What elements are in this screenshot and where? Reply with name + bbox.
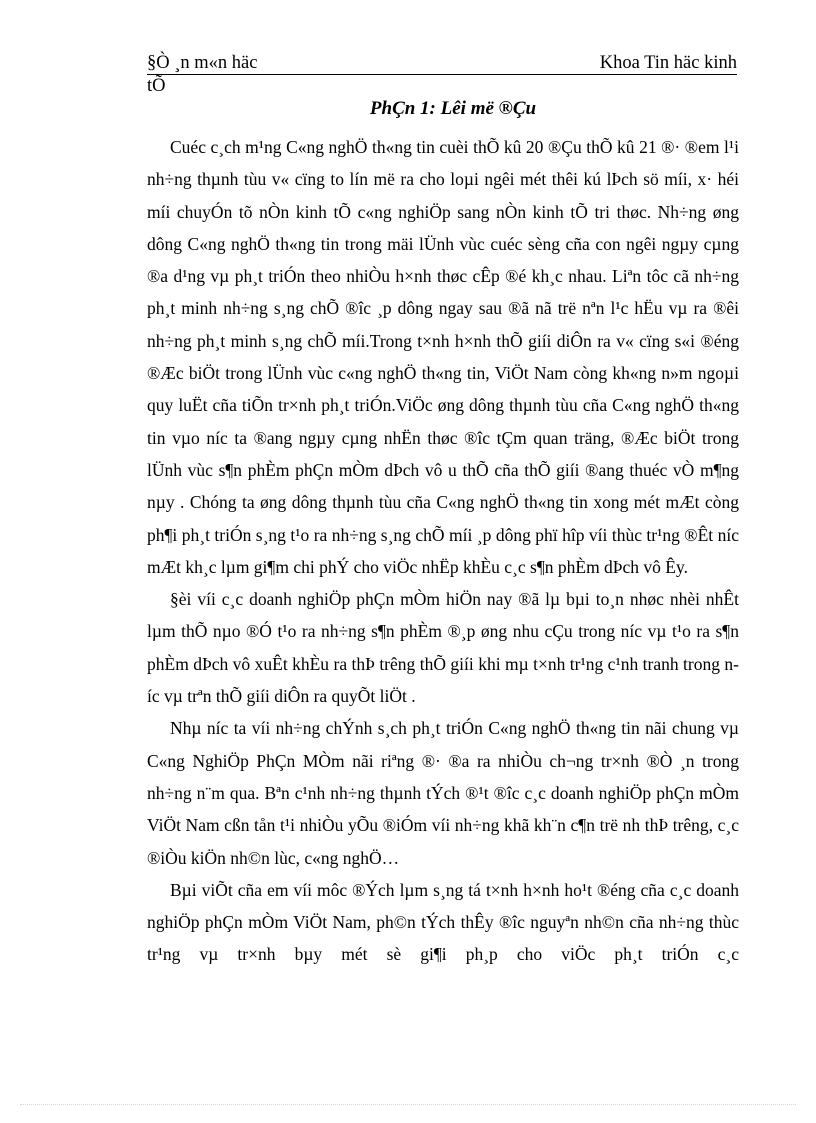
paragraph-1: Cuéc c¸ch m¹ng C«ng nghÖ th«ng tin cuèi thÕ kû 20 ®Çu thÕ kû 21 ®· ®em l¹i nh÷ng thµnh tùu v« cïng to lín më ra cho loµi ngêi mét thêi kú lÞch sö míi, x· héi míi chuyÓn tõ nÒn kinh tÕ c«ng nghiÖp sang nÒn kinh tÕ tri thøc. Nh÷ng øng dông C«ng nghÖ th«ng tin trong mäi lÜnh vùc cuéc sèng cña con ngêi ngµy cµng ®a d¹ng vµ ph¸t triÓn theo nhiÒu h×nh thøc cÊp ®é kh¸c nhau. Liªn tôc cã nh÷ng ph¸t minh nh÷ng s¸ng chÕ ®îc ¸p dông ngay sau ®ã nã trë nªn l¹c hËu vµ ra ®êi nh÷ng ph¸t minh s¸ng chÕ míi.Trong t×nh h×nh thÕ giíi diÔn ra v« cïng s«i ®éng ®Æc biÖt trong lÜnh vùc c«ng nghÖ th«ng tin, ViÖt Nam còng kh«ng n»m ngoµi quy luËt cña tiÕn tr×nh ph¸t triÓn.ViÖc øng dông thµnh tùu cña C«ng nghÖ th«ng tin vµo níc ta ®ang ngµy cµng nhËn thøc ®îc tÇm quan träng, ®Æc biÖt trong lÜnh vùc s¶n phÈm phÇn mÒm dÞch vô u thÕ cña thÕ giíi ®ang thuéc vÒ m¶ng nµy . Chóng ta øng dông thµnh tùu cña C«ng nghÖ th«ng tin xong mét mÆt còng ph¶i ph¸t triÓn s¸ng t¹o ra nh÷ng s¸ng chÕ míi ¸p dông phï hîp víi thùc tr¹ng ®Êt níc mÆt kh¸c lµm gi¶m chi phÝ cho viÖc nhËp khÈu c¸c s¶n phÈm dÞch vô Êy. (147, 137, 739, 577)
paragraph-3: Nhµ níc ta víi nh÷ng chÝnh s¸ch ph¸t triÓn C«ng nghÖ th«ng tin nãi chung vµ C«ng NghiÖp PhÇn MÒm nãi riªng ®· ®a ra nhiÒu ch¬ng tr×nh ®Ò ¸n trong nh÷ng n¨m qua. Bªn c¹nh nh÷ng thµnh tÝch ®¹t ®îc c¸c doanh nghiÖp phÇn mÒm ViÖt Nam cßn tån t¹i nhiÒu yÕu ®iÓm víi nh÷ng khã kh¨n c¶n trë nh thÞ trêng, c¸c ®iÒu kiÖn nh©n lùc, c«ng nghÖ… (147, 718, 739, 868)
section-title: PhÇn 1: Lêi më ®Çu (369, 98, 537, 119)
page-header (147, 52, 737, 75)
header-course-label: §Ò ¸n m«n häc (147, 53, 258, 73)
paragraph-2: §èi víi c¸c doanh nghiÖp phÇn mÒm hiÖn nay ®ã lµ bµi to¸n nhøc nhèi nhÊt lµm thÕ nµo ®Ó t¹o ra nh÷ng s¶n phÈm ®¸p øng nhu cÇu trong níc vµ t¹o ra s¶n phÈm dÞch vô xuÊt khÈu ra thÞ trêng thÕ giíi khi mµ t×nh tr¹ng c¹nh tranh trong níc vµ trªn thÕ giíi diÔn ra quyÕt liÖt . (147, 589, 739, 707)
paragraph-4: Bµi viÕt cña em víi môc ®Ých lµm s¸ng tá t×nh h×nh ho¹t ®éng cña c¸c doanh nghiÖp phÇn mÒm ViÖt Nam, ph©n tÝch thÊy ®îc nguyªn nh©n cña nh÷ng thùc tr¹ng vµ tr×nh bµy mét sè gi¶i ph¸p cho viÖc ph¸t triÓn c¸c (147, 879, 739, 965)
body-text (147, 131, 739, 971)
header-faculty-label: Khoa Tin häc kinh (599, 53, 737, 73)
page-bottom-border (20, 1104, 796, 1105)
header-faculty-label-wrap: tÕ (147, 76, 166, 96)
